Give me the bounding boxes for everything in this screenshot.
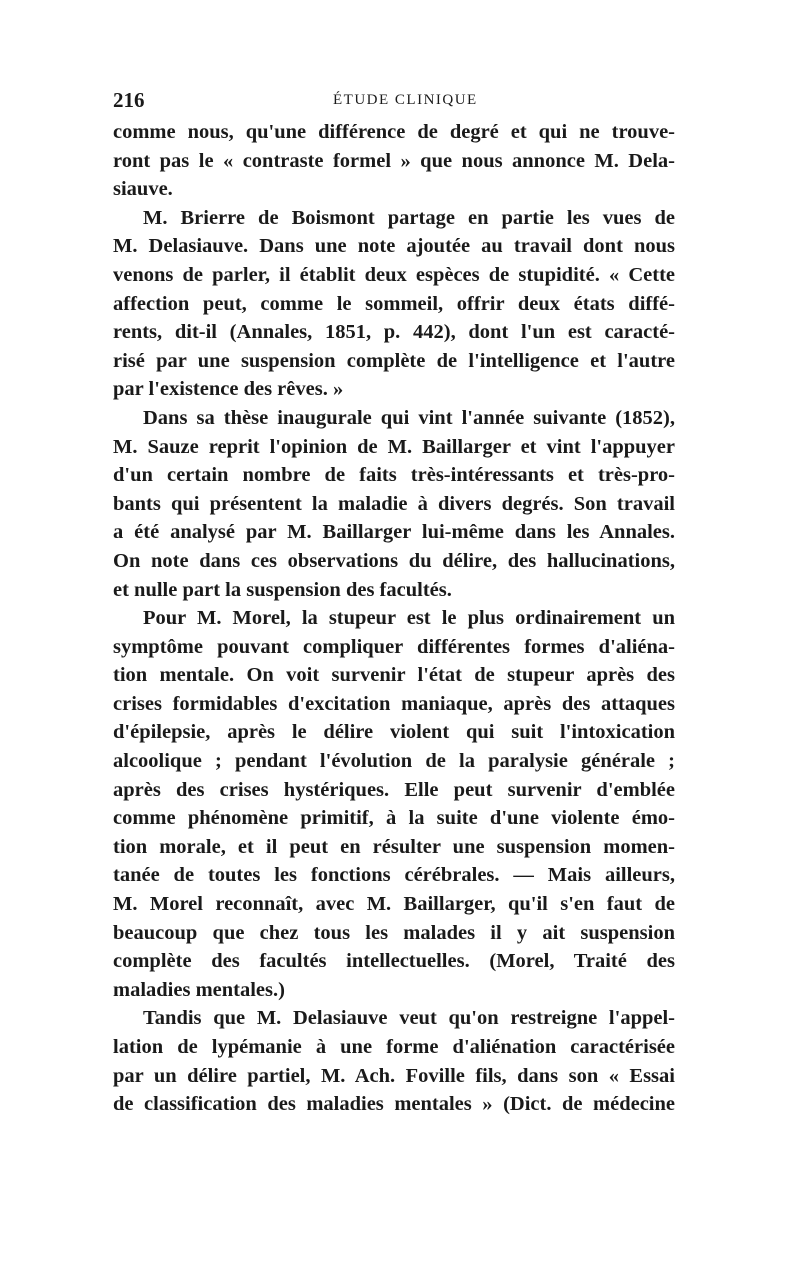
text-line: d'un certain nombre de faits très-intéressants et très-pro- [113,464,675,487]
text-line: a été analysé par M. Baillarger lui-même dans les Annales. [113,521,675,544]
body-text [113,118,675,1119]
text-line: Tandis que M. Delasiauve veut qu'on restreigne l'appel- [143,1007,675,1030]
text-line: Pour M. Morel, la stupeur est le plus ordinairement un [143,607,675,630]
text-line: comme nous, qu'une différence de degré et qui ne trouve- [113,121,675,143]
page-number: 216 [113,88,145,112]
text-line: M. Morel reconnaît, avec M. Baillarger, qu'il s'en faut de [113,893,675,916]
text-line: On note dans ces observations du délire, des hallucinations, [113,549,675,572]
text-line: complète des facultés intellectuelles. (Morel, Traité des [113,950,675,973]
text-line: ront pas le « contraste formel » que nous annonce M. Dela- [113,149,675,172]
text-line: de classification des maladies mentales » (Dict. de médecine [113,1093,675,1116]
text-line: M. Sauze reprit l'opinion de M. Baillarger et vint l'appuyer [113,435,675,458]
text-line: tion morale, et il peut en résulter une suspension momen- [113,835,675,858]
text-line: lation de lypémanie à une forme d'aliénation caractérisée [113,1036,675,1058]
book-page [113,88,675,1119]
text-line: siauve. [113,178,173,201]
running-head: ÉTUDE CLINIQUE [333,92,478,108]
text-line: affection peut, comme le sommeil, offrir deux états diffé- [113,292,675,315]
text-line: bants qui présentent la maladie à divers degrés. Son travail [113,492,675,515]
text-line: d'épilepsie, après le délire violent qui suit l'intoxication [113,721,675,744]
text-line: alcoolique ; pendant l'évolution de la paralysie générale ; [113,750,675,773]
text-line: risé par une suspension complète de l'intelligence et l'autre [113,349,675,372]
page-header [113,88,675,118]
text-line: et nulle part la suspension des facultés. [113,578,452,601]
text-line: après des crises hystériques. Elle peut survenir d'emblée [113,778,675,801]
text-line: beaucoup que chez tous les malades il y ait suspension [113,921,675,944]
text-line: Dans sa thèse inaugurale qui vint l'année suivante (1852), [143,406,675,429]
text-line: comme phénomène primitif, à la suite d'une violente émo- [113,807,675,830]
text-line: venons de parler, il établit deux espèces de stupidité. « Cette [113,263,675,286]
text-line: M. Brierre de Boismont partage en partie les vues de [143,206,675,229]
text-line: symptôme pouvant compliquer différentes formes d'aliéna- [113,635,675,658]
text-line: tanée de toutes les fonctions cérébrales. — Mais ailleurs, [113,864,675,887]
text-line: rents, dit-il (Annales, 1851, p. 442), dont l'un est caracté- [113,321,675,344]
text-line: par un délire partiel, M. Ach. Foville fils, dans son « Essai [113,1064,675,1087]
text-line: tion mentale. On voit survenir l'état de stupeur après des [113,664,675,687]
text-line: par l'existence des rêves. » [113,378,344,401]
text-line: M. Delasiauve. Dans une note ajoutée au travail dont nous [113,235,675,258]
text-line: maladies mentales.) [113,978,285,1001]
text-line: crises formidables d'excitation maniaque, après des attaques [113,692,675,715]
